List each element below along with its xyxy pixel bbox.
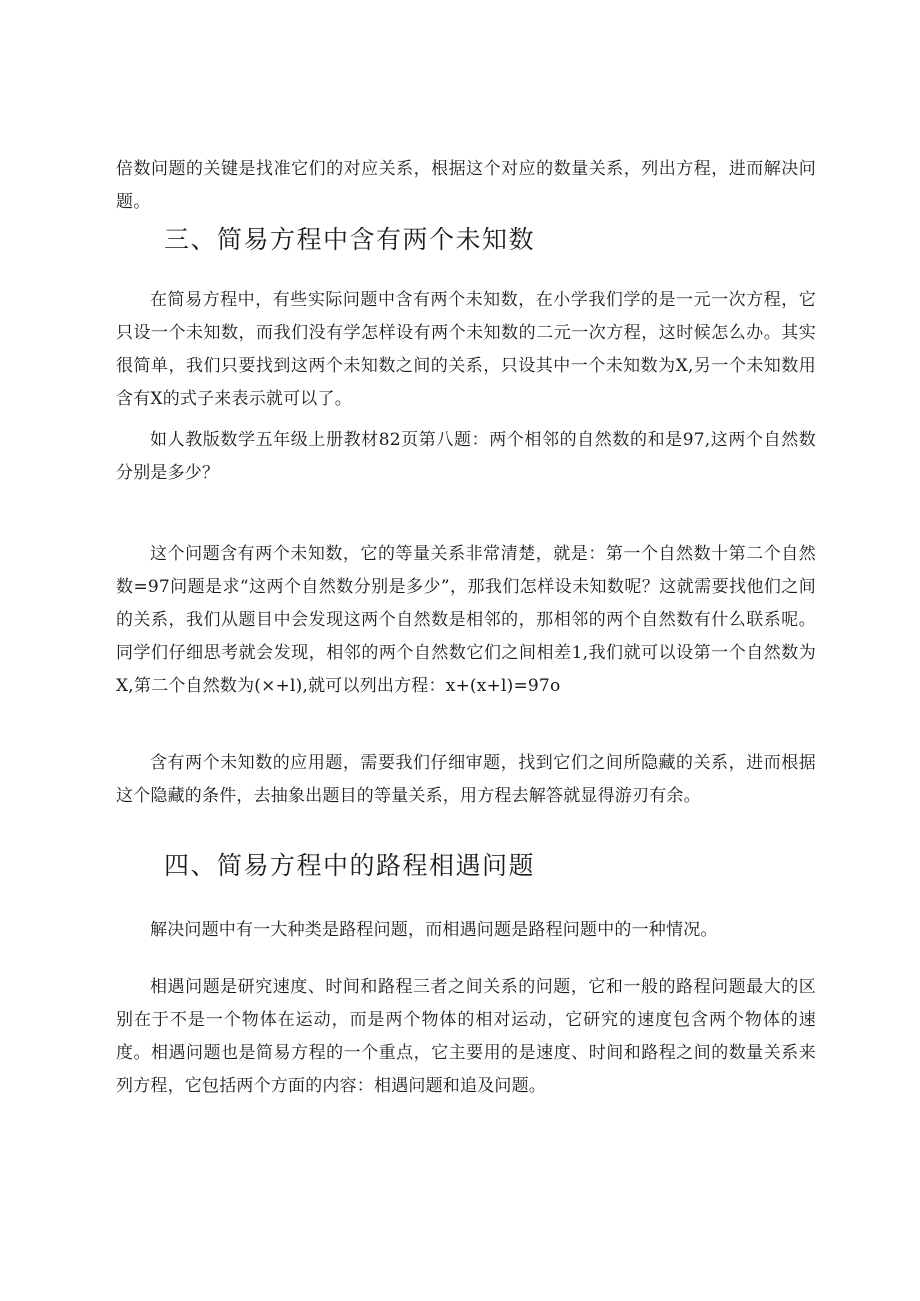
section-4-paragraph-2: 相遇问题是研究速度、时间和路程三者之间关系的问题，它和一般的路程问题最大的区别在于不是一个物体在运动，而是两个物体的相对运动，它研究的速度包含两个物体的速度。相遇问题也是简易方程的一个重点，它主要用的是速度、时间和路程之间的数量关系来列方程，它包括两个方面的内容：相遇问题和追及问题。: [116, 977, 816, 1096]
section-4-heading: 四、简易方程中的路程相遇问题: [164, 851, 536, 880]
section-3-paragraph-4: 含有两个未知数的应用题，需要我们仔细审题，找到它们之间所隐藏的关系，进而根据这个隐藏的条件，去抽象出题目的等量关系，用方程去解答就显得游刃有余。: [116, 753, 816, 806]
section-3-paragraph-3: 这个问题含有两个未知数，它的等量关系非常清楚，就是：第一个自然数十第二个自然数=97问题是求“这两个自然数分别是多少”，那我们怎样设未知数呢？这就需要找他们之间的关系，我们从题目中会发现这两个自然数是相邻的，那相邻的两个自然数有什么联系呢。同学们仔细思考就会发现，相邻的两个自然数它们之间相差1,我们就可以设第一个自然数为X,第二个自然数为(×+l),就可以列出方程：x+(x+l)=97o: [116, 544, 816, 696]
section-3-paragraph-1: 在简易方程中，有些实际问题中含有两个未知数，在小学我们学的是一元一次方程，它只设一个未知数，而我们没有学怎样设有两个未知数的二元一次方程，这时候怎么办。其实很简单，我们只要找到这两个未知数之间的关系，只设其中一个未知数为X,另一个未知数用含有X的式子来表示就可以了。: [116, 290, 816, 409]
section-4-paragraph-1: 解决问题中有一大种类是路程问题，而相遇问题是路程问题中的一种情况。: [150, 920, 718, 940]
section-3-heading: 三、简易方程中含有两个未知数: [164, 225, 536, 254]
section-3-paragraph-2: 如人教版数学五年级上册教材82页第八题：两个相邻的自然数的和是97,这两个自然数分别是多少？: [116, 430, 816, 483]
intro-paragraph: 倍数问题的关键是找准它们的对应关系，根据这个对应的数量关系，列出方程，进而解决问题。: [116, 159, 816, 212]
